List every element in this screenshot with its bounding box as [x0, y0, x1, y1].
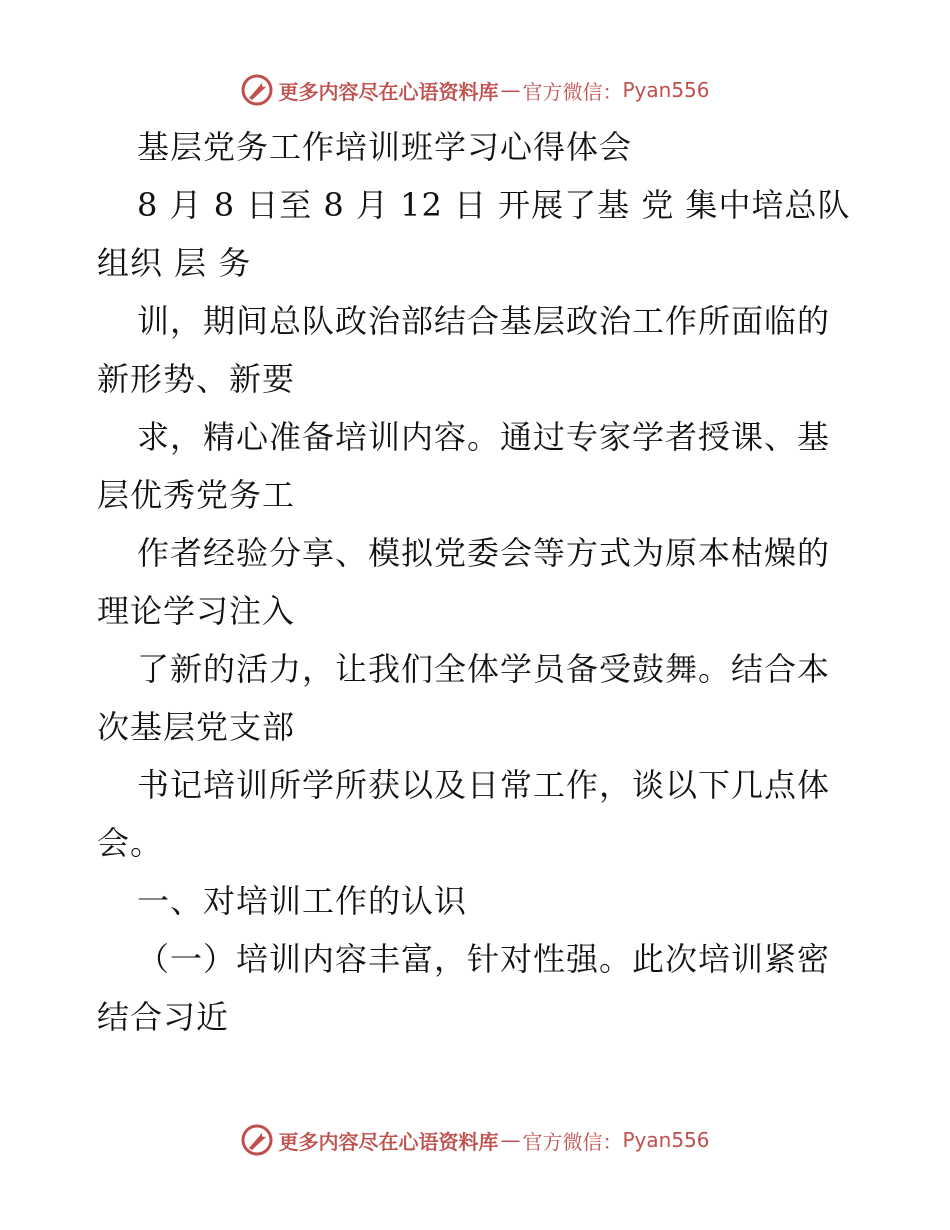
watermark-brand: 更多内容尽在心语资料库 [278, 79, 499, 104]
watermark-footer [0, 1120, 950, 1160]
pen-nib-logo-icon [240, 73, 274, 107]
paragraph-line: 组织 层 务 [97, 244, 252, 282]
document-title: 基层党务工作培训班学习心得体会 [137, 128, 633, 166]
paragraph-line: 理论学习注入 [97, 592, 296, 630]
watermark-wechat-label: 官方微信： [522, 1129, 623, 1154]
document-body [97, 118, 857, 1046]
paragraph-line: 会。 [97, 824, 164, 862]
watermark-separator: — [500, 1128, 521, 1152]
pen-nib-logo-icon [240, 1123, 274, 1157]
paragraph-line: 8 月 8 日至 8 月 12 日 开展了基 党 集中培总队 [137, 186, 851, 224]
paragraph-line: 求，精心准备培训内容。通过专家学者授课、基 [137, 418, 831, 456]
watermark-separator: — [500, 78, 521, 102]
watermark-wechat-id: Pyan556 [622, 1128, 710, 1152]
paragraph-line: 书记培训所学所获以及日常工作，谈以下几点体 [137, 766, 831, 804]
paragraph-line: 作者经验分享、模拟党委会等方式为原本枯燥的 [137, 534, 831, 572]
paragraph-line: 层优秀党务工 [97, 476, 296, 514]
section-heading: 一、对培训工作的认识 [137, 882, 468, 920]
watermark-brand: 更多内容尽在心语资料库 [278, 1129, 499, 1154]
watermark-wechat-id: Pyan556 [622, 78, 710, 102]
watermark-header [0, 70, 950, 110]
paragraph-line: 新形势、新要 [97, 360, 296, 398]
paragraph-line: 训，期间总队政治部结合基层政治工作所面临的 [137, 302, 831, 340]
paragraph-line: （一）培训内容丰富，针对性强。此次培训紧密 [137, 940, 831, 978]
paragraph-line: 了新的活力，让我们全体学员备受鼓舞。结合本 [137, 650, 831, 688]
paragraph-line: 结合习近 [97, 998, 230, 1036]
watermark-wechat-label: 官方微信： [522, 79, 623, 104]
paragraph-line: 次基层党支部 [97, 708, 296, 746]
